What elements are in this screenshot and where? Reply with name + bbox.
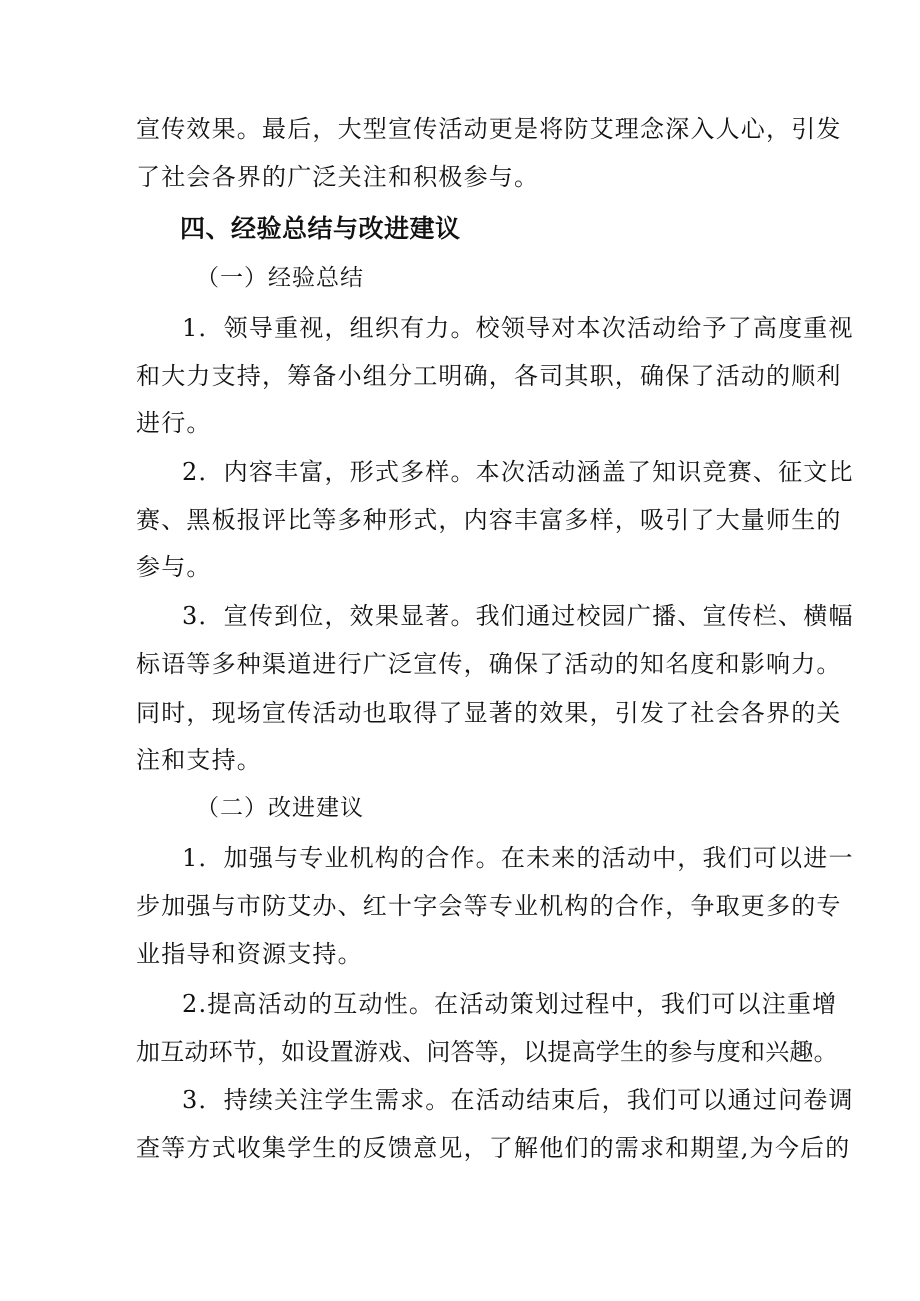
- subsection-title-suggestions: （二）改进建议: [196, 795, 364, 821]
- subsection-title-experience: （一）经验总结: [196, 265, 364, 291]
- suggestion-item-3-line-1: 3．持续关注学生需求。在活动结束后，我们可以通过问卷调: [182, 1086, 854, 1114]
- experience-item-1-line-3: 进行。: [136, 409, 212, 437]
- intro-line-2: 了社会各界的广泛关注和积极参与。: [136, 163, 540, 191]
- experience-item-3-line-4: 注和支持。: [136, 746, 262, 774]
- suggestion-item-2-line-2: 加互动环节，如设置游戏、问答等，以提高学生的参与度和兴趣。: [136, 1038, 838, 1066]
- suggestion-item-1-line-2: 步加强与市防艾办、红十字会等专业机构的合作，争取更多的专: [136, 892, 842, 920]
- experience-item-3-line-1: 3．宣传到位，效果显著。我们通过校园广播、宣传栏、横幅: [182, 602, 854, 630]
- experience-item-2-line-3: 参与。: [136, 553, 212, 581]
- suggestion-item-2-line-1: 2.提高活动的互动性。在活动策划过程中，我们可以注重增: [182, 990, 838, 1018]
- experience-item-3-line-2: 标语等多种渠道进行广泛宣传，确保了活动的知名度和影响力。: [136, 650, 842, 678]
- section-heading: 四、经验总结与改进建议: [180, 214, 461, 243]
- experience-item-2-line-1: 2．内容丰富，形式多样。本次活动涵盖了知识竞赛、征文比: [182, 458, 854, 486]
- suggestion-item-3-line-2: 查等方式收集学生的反馈意见，了解他们的需求和期望,为今后的: [136, 1134, 851, 1162]
- suggestion-item-1-line-3: 业指导和资源支持。: [136, 940, 363, 968]
- experience-item-1-line-2: 和大力支持，筹备小组分工明确，各司其职，确保了活动的顺利: [136, 362, 842, 390]
- suggestion-item-1-line-1: 1．加强与专业机构的合作。在未来的活动中，我们可以进一: [182, 844, 854, 872]
- experience-item-1-line-1: 1．领导重视，组织有力。校领导对本次活动给予了高度重视: [182, 314, 854, 342]
- intro-line-1: 宣传效果。最后，大型宣传活动更是将防艾理念深入人心，引发: [136, 115, 842, 143]
- experience-item-2-line-2: 赛、黑板报评比等多种形式，内容丰富多样，吸引了大量师生的: [136, 506, 842, 534]
- experience-item-3-line-3: 同时，现场宣传活动也取得了显著的效果，引发了社会各界的关: [136, 699, 842, 727]
